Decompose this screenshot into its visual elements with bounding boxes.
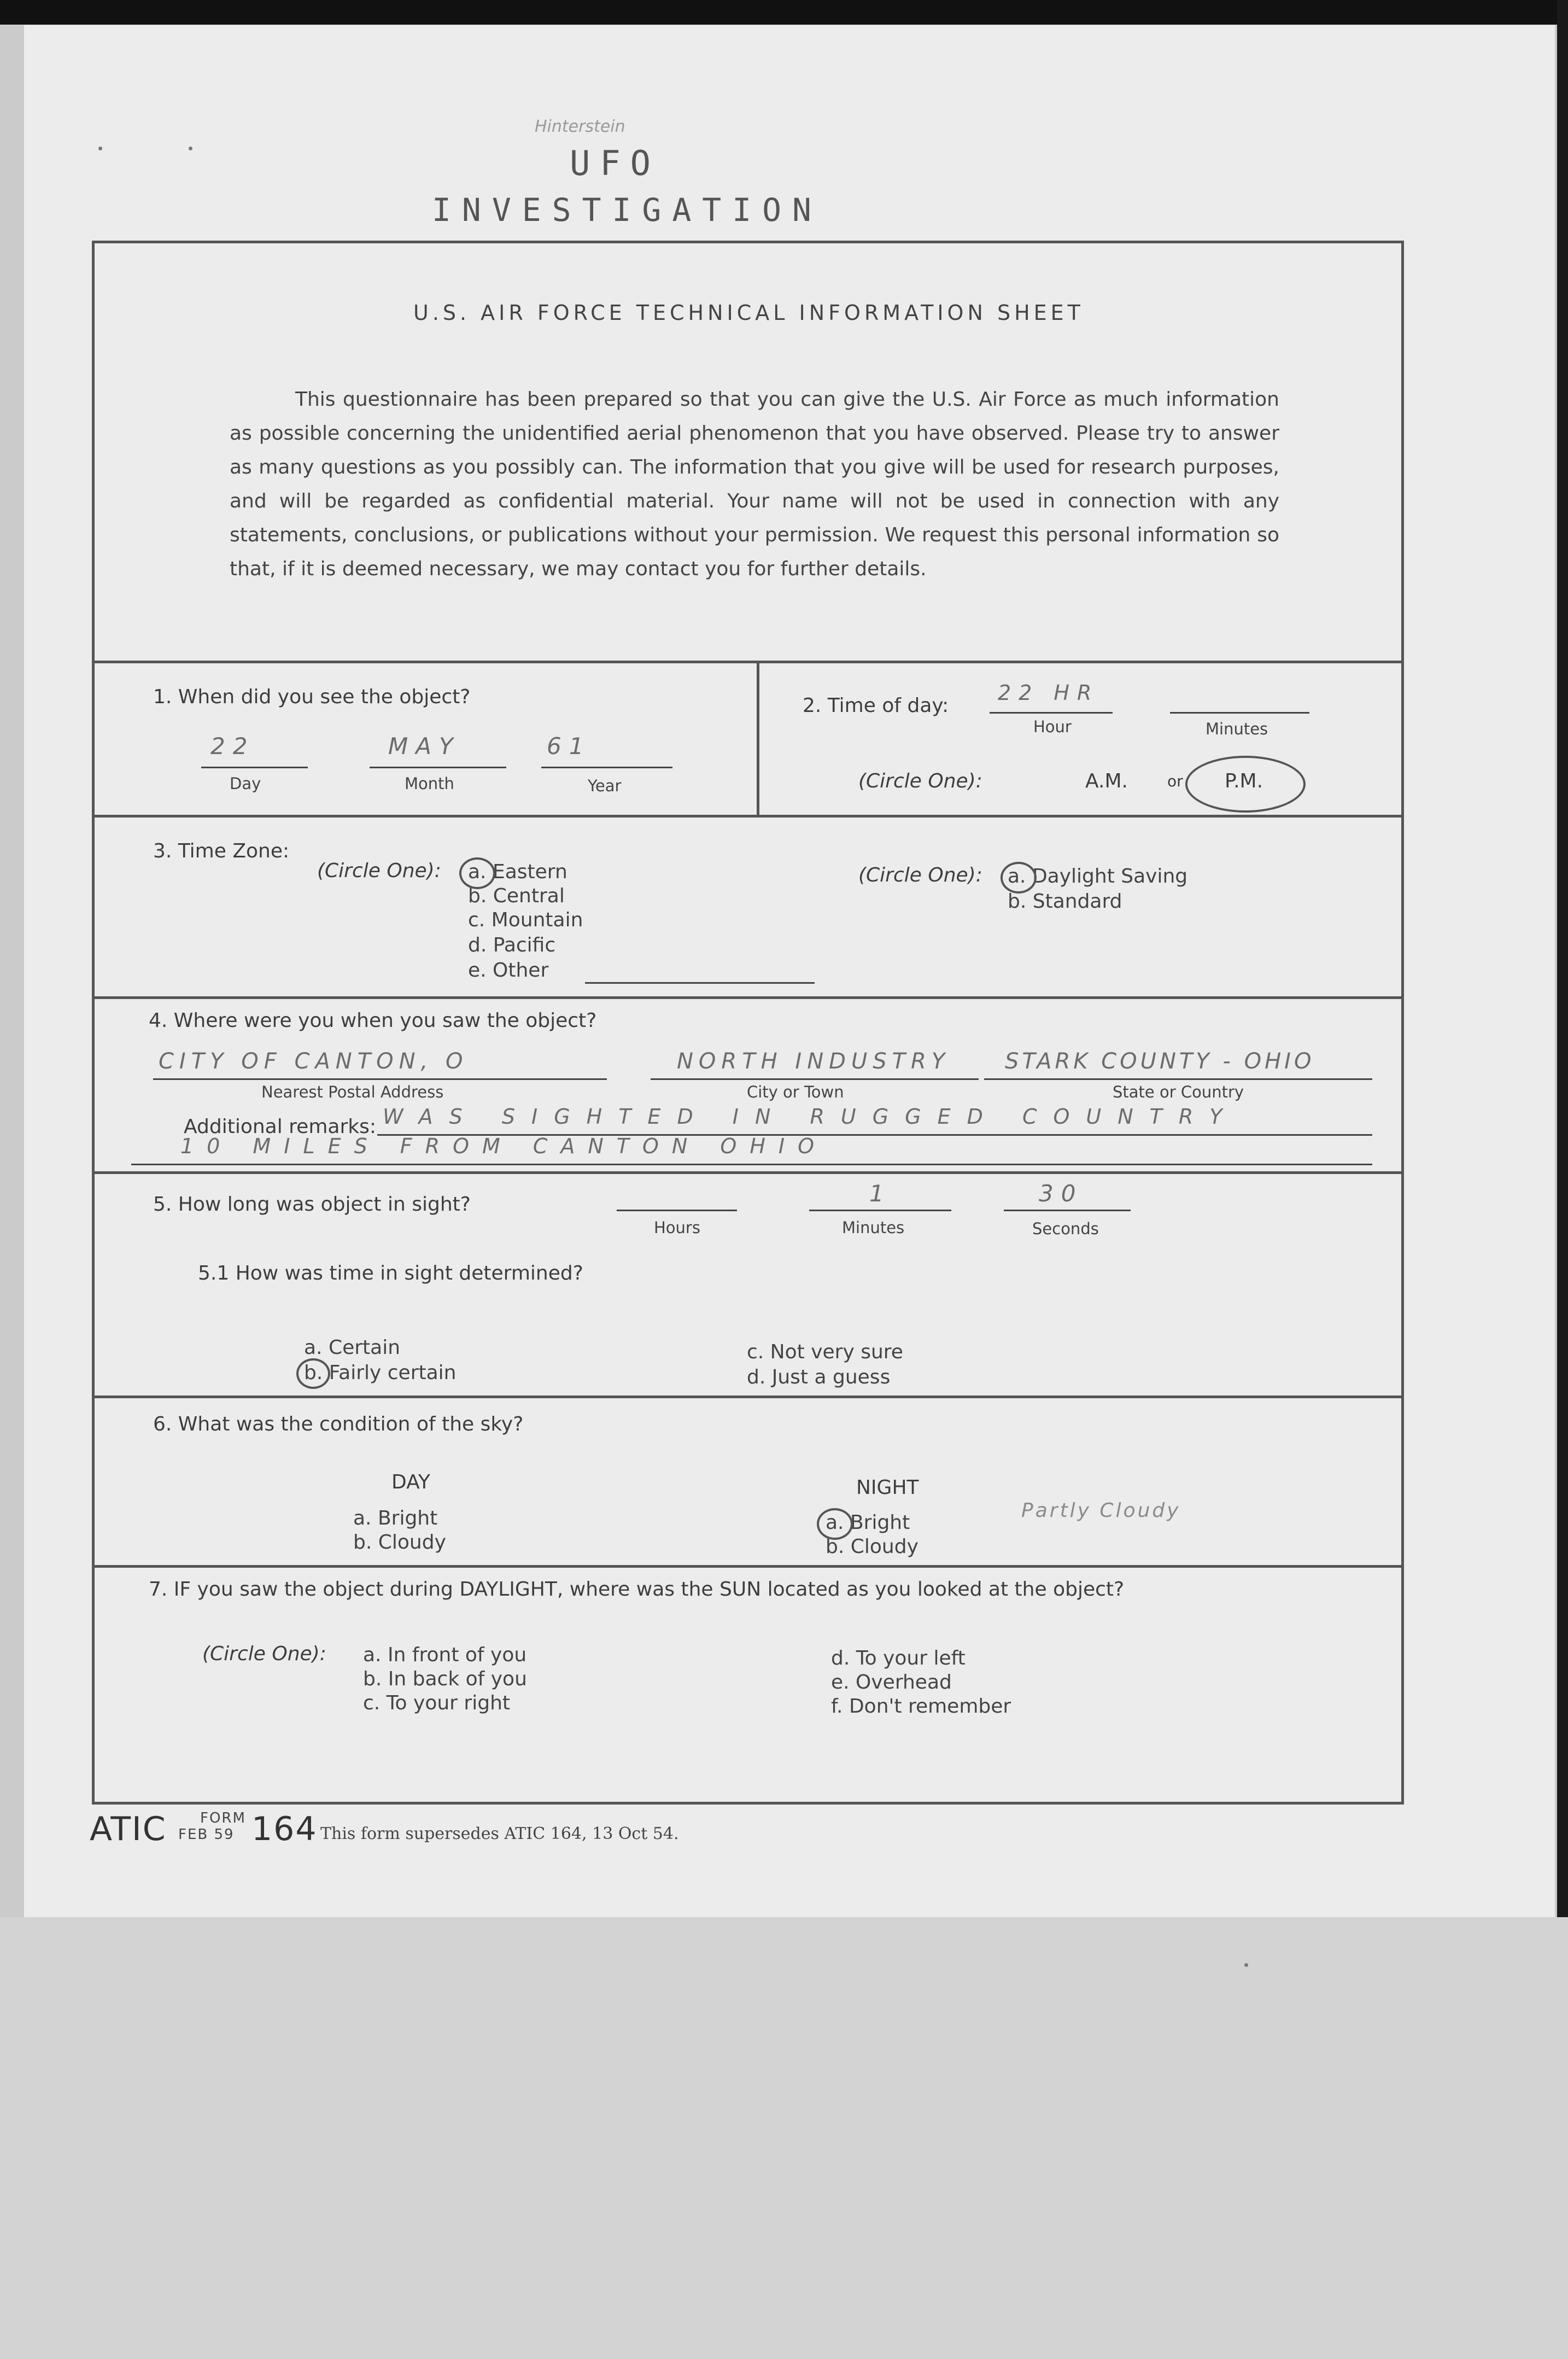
scan-speck xyxy=(98,147,102,150)
q4-remarks-line-2[interactable]: 10 MILES FROM CANTON OHIO xyxy=(180,1134,828,1158)
q6-note[interactable]: Partly Cloudy xyxy=(1021,1499,1181,1522)
q2-or-text: or xyxy=(1167,772,1183,790)
q4-address-line xyxy=(153,1078,607,1080)
q1-label: 1. When did you see the object? xyxy=(153,686,471,708)
q1-month-value[interactable]: MAY xyxy=(388,733,461,760)
footer-atic: ATIC xyxy=(90,1810,167,1848)
q6-night-option-a[interactable]: a. Bright xyxy=(826,1511,910,1534)
q5-option-circle xyxy=(296,1358,330,1389)
q4-state-label: State or Country xyxy=(1113,1083,1244,1101)
q2-hour-value[interactable]: 22 HR xyxy=(998,681,1099,705)
row-divider xyxy=(92,1171,1404,1174)
footer-form-word: FORM xyxy=(200,1810,246,1826)
scan-background xyxy=(0,1917,1568,2359)
q1-day-value[interactable]: 22 xyxy=(210,733,255,760)
q4-address-value[interactable]: CITY OF CANTON, O xyxy=(159,1049,469,1074)
footer-note: This form supersedes ATIC 164, 13 Oct 54. xyxy=(320,1824,679,1843)
q3-other-line xyxy=(585,982,815,984)
q7-option-c[interactable]: c. To your right xyxy=(363,1692,510,1714)
q5-hours-label: Hours xyxy=(654,1218,700,1237)
q1-month-label: Month xyxy=(405,774,454,793)
scan-speck xyxy=(1244,1963,1248,1967)
q4-remarks-underline-2 xyxy=(131,1164,1372,1165)
q3-saving-a[interactable]: a. Daylight Saving xyxy=(1008,865,1188,887)
q5-sub-label: 5.1 How was time in sight determined? xyxy=(198,1262,583,1284)
q4-state-line xyxy=(984,1078,1372,1080)
q5-option-d[interactable]: d. Just a guess xyxy=(747,1366,891,1388)
q5-minutes-value[interactable]: 1 xyxy=(869,1180,892,1207)
q3-zone-d[interactable]: d. Pacific xyxy=(468,934,556,956)
q3-zone-e[interactable]: e. Other xyxy=(468,959,549,982)
q5-hours-line xyxy=(617,1210,737,1211)
q3-saving-circle xyxy=(1001,862,1037,894)
q1-year-value[interactable]: 61 xyxy=(547,733,592,760)
q7-option-d[interactable]: d. To your left xyxy=(831,1647,966,1669)
q6-day-option-a[interactable]: a. Bright xyxy=(353,1507,438,1529)
q6-night-heading: NIGHT xyxy=(856,1476,919,1499)
q5-seconds-value[interactable]: 30 xyxy=(1039,1180,1084,1207)
q3-saving-b[interactable]: b. Standard xyxy=(1008,890,1122,913)
q7-option-f[interactable]: f. Don't remember xyxy=(831,1695,1011,1718)
q7-circle-label: (Circle One): xyxy=(202,1643,326,1665)
q6-label: 6. What was the condition of the sky? xyxy=(153,1413,524,1435)
footer-form-date: FEB 59 xyxy=(178,1826,235,1843)
q3-circle-label: (Circle One): xyxy=(317,860,441,882)
q5-seconds-line xyxy=(1004,1210,1131,1211)
row-divider xyxy=(92,661,1404,663)
q4-label: 4. Where were you when you saw the object? xyxy=(149,1009,597,1032)
q7-option-b[interactable]: b. In back of you xyxy=(363,1668,527,1690)
q6-day-heading: DAY xyxy=(391,1471,430,1493)
stamp-investigation: INVESTIGATION xyxy=(432,191,822,229)
q6-night-circle xyxy=(817,1508,853,1540)
q1-day-line xyxy=(201,767,308,768)
q6-night-option-b[interactable]: b. Cloudy xyxy=(826,1535,918,1558)
q2-label: 2. Time of day: xyxy=(803,694,949,717)
q2-am-option[interactable]: A.M. xyxy=(1085,770,1128,792)
q7-option-a[interactable]: a. In front of you xyxy=(363,1644,527,1666)
q2-circle-label: (Circle One): xyxy=(858,770,982,792)
q2-pm-circle xyxy=(1185,756,1306,813)
q3-circle-label-2: (Circle One): xyxy=(858,864,982,886)
row-divider xyxy=(92,996,1404,999)
q5-seconds-label: Seconds xyxy=(1032,1219,1099,1238)
q5-option-c[interactable]: c. Not very sure xyxy=(747,1341,903,1363)
q4-remarks-line-1[interactable]: WAS SIGHTED IN RUGGED COUNTRY xyxy=(383,1105,1239,1129)
q2-hour-label: Hour xyxy=(1033,717,1072,736)
q2-minutes-label: Minutes xyxy=(1206,720,1268,738)
q2-hour-line xyxy=(990,712,1113,714)
q1-year-label: Year xyxy=(588,776,622,795)
scan-border-top xyxy=(0,0,1568,25)
q1-day-label: Day xyxy=(230,774,261,793)
q7-label: 7. IF you saw the object during DAYLIGHT, where was the SUN located as you looked at the object? xyxy=(149,1578,1125,1601)
stamp-top: Hinterstein xyxy=(535,117,625,136)
q3-zone-b[interactable]: b. Central xyxy=(468,885,565,907)
q5-option-b[interactable]: b. Fairly certain xyxy=(304,1362,457,1384)
q4-remarks-label: Additional remarks: xyxy=(184,1116,376,1138)
q3-label: 3. Time Zone: xyxy=(153,840,290,862)
column-divider xyxy=(757,661,759,815)
q6-day-option-b[interactable]: b. Cloudy xyxy=(353,1531,446,1554)
q3-zone-circle xyxy=(459,857,495,889)
q5-option-a[interactable]: a. Certain xyxy=(304,1336,401,1359)
q5-minutes-line xyxy=(809,1210,951,1211)
row-divider xyxy=(92,815,1404,818)
q4-state-value[interactable]: STARK COUNTY - OHIO xyxy=(1005,1049,1315,1074)
stamp-ufo: UFO xyxy=(570,143,660,183)
q1-month-line xyxy=(370,767,506,768)
q2-minutes-line xyxy=(1170,712,1309,714)
q4-address-label: Nearest Postal Address xyxy=(261,1083,444,1101)
row-divider xyxy=(92,1565,1404,1568)
q4-city-line xyxy=(651,1078,979,1080)
q3-zone-a[interactable]: a. Eastern xyxy=(468,861,567,883)
q4-city-value[interactable]: NORTH INDUSTRY xyxy=(677,1049,951,1074)
form-intro: This questionnaire has been prepared so that you can give the U.S. Air Force as much information as possible concerning the unidentified aerial phenomenon that you have observed. Please try to answer as many questions as you possibly can. The information that you give will be used for research purposes, and will be regarded as confidential material. Your name will not be used in connection with any statements, conclusions, or publications without your permission. We request this personal information so that, if it is deemed necessary, we may contact you for further details. xyxy=(230,388,1279,580)
q2-pm-option[interactable]: P.M. xyxy=(1225,770,1263,792)
q1-year-line xyxy=(541,767,672,768)
footer-form-number: 164 xyxy=(251,1810,318,1848)
q7-option-e[interactable]: e. Overhead xyxy=(831,1671,952,1694)
form-title: U.S. AIR FORCE TECHNICAL INFORMATION SHEET xyxy=(413,301,1084,325)
q3-zone-c[interactable]: c. Mountain xyxy=(468,909,583,931)
scan-speck xyxy=(189,147,192,150)
q5-minutes-label: Minutes xyxy=(842,1218,905,1237)
q4-city-label: City or Town xyxy=(747,1083,844,1101)
q5-label: 5. How long was object in sight? xyxy=(153,1193,471,1216)
row-divider xyxy=(92,1395,1404,1398)
